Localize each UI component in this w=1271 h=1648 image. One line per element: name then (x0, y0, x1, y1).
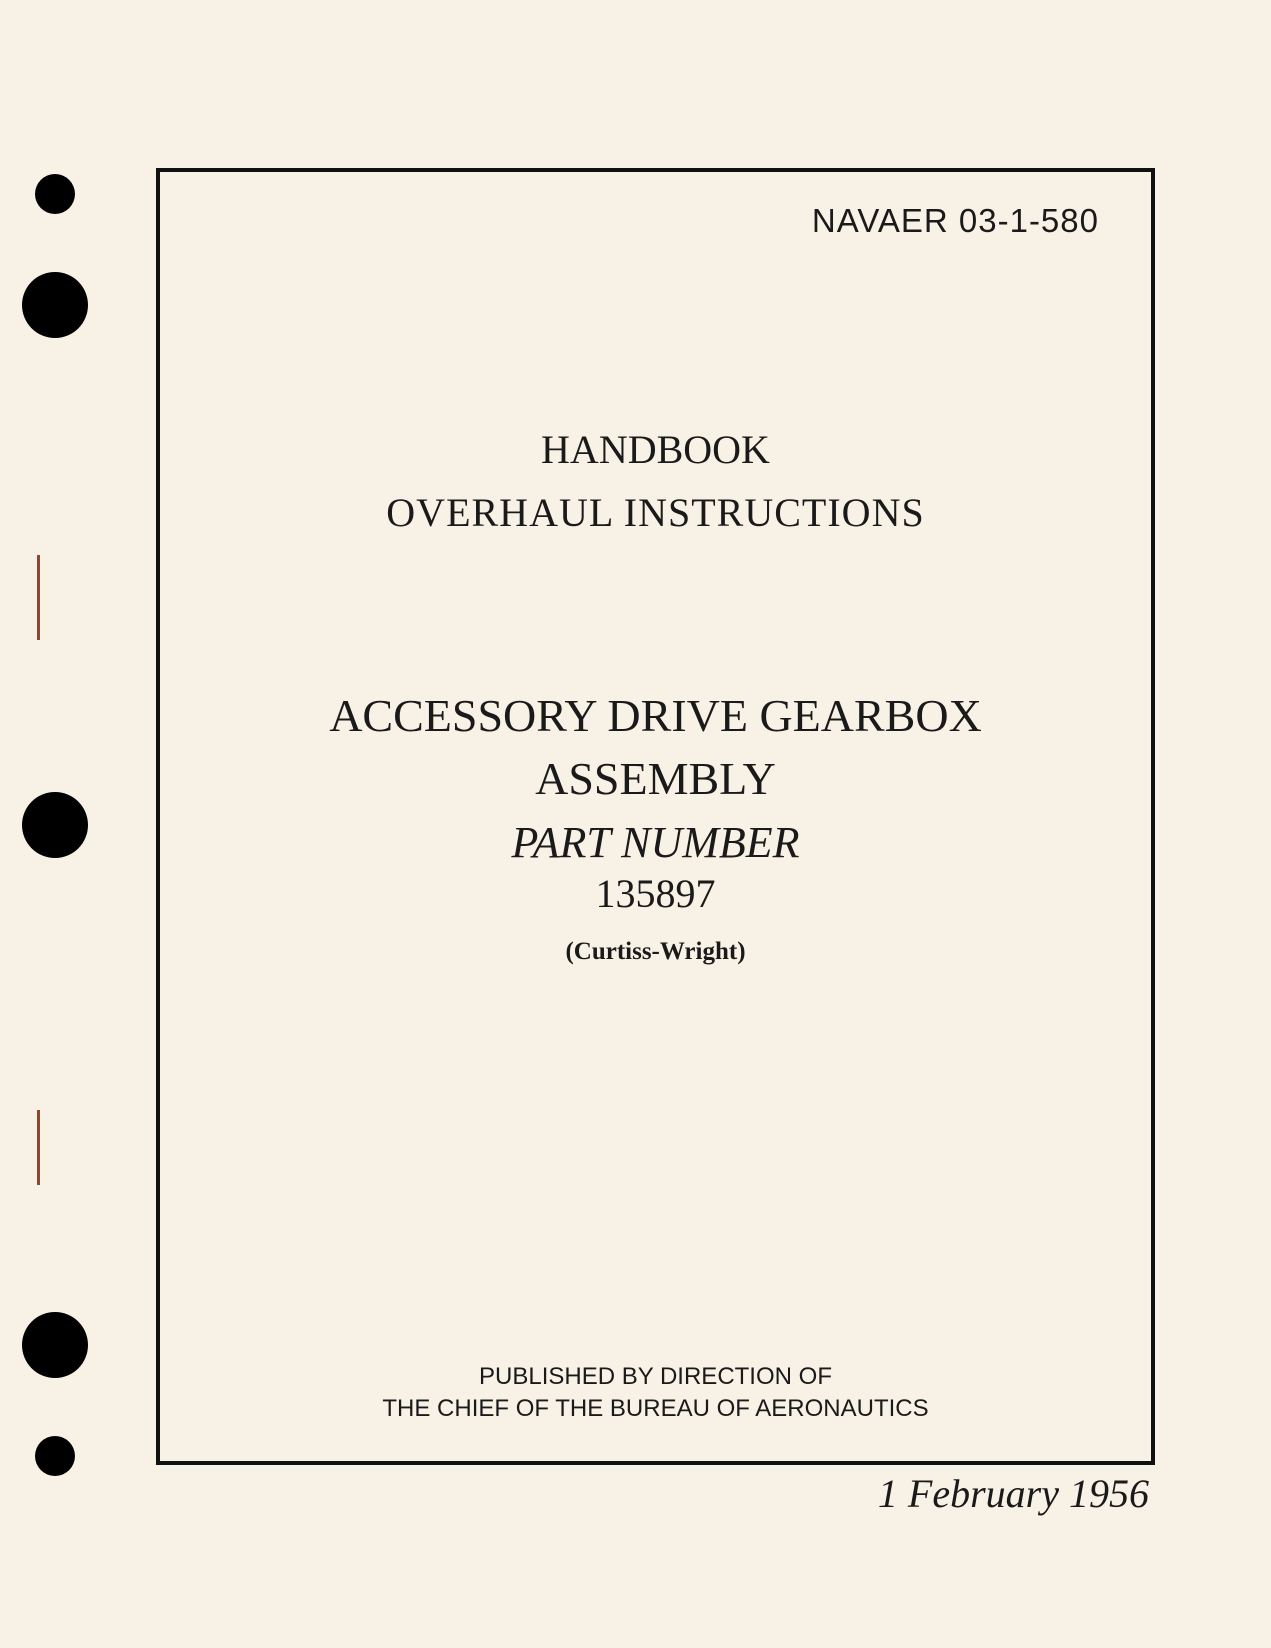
punch-hole (22, 1312, 88, 1378)
part-number: 135897 (595, 871, 716, 916)
punch-hole (35, 1436, 75, 1476)
staple-mark (37, 555, 40, 640)
staple-mark (37, 1110, 40, 1185)
punch-hole (22, 792, 88, 858)
punch-hole (22, 272, 88, 338)
publication-date: 1 February 1956 (877, 1471, 1149, 1516)
publisher-line-2: THE CHIEF OF THE BUREAU OF AERONAUTICS (382, 1395, 929, 1422)
heading-handbook: HANDBOOK (541, 427, 770, 472)
cover-frame (156, 168, 1155, 1465)
heading-overhaul-instructions: OVERHAUL INSTRUCTIONS (386, 490, 925, 535)
publisher-line-1: PUBLISHED BY DIRECTION OF (479, 1363, 832, 1390)
document-number: NAVAER 03-1-580 (811, 202, 1099, 239)
punch-hole (35, 174, 75, 214)
manufacturer: (Curtiss-Wright) (565, 938, 746, 965)
title-line-2: ASSEMBLY (535, 753, 776, 804)
part-number-label: PART NUMBER (511, 818, 800, 867)
title-line-1: ACCESSORY DRIVE GEARBOX (329, 690, 982, 741)
